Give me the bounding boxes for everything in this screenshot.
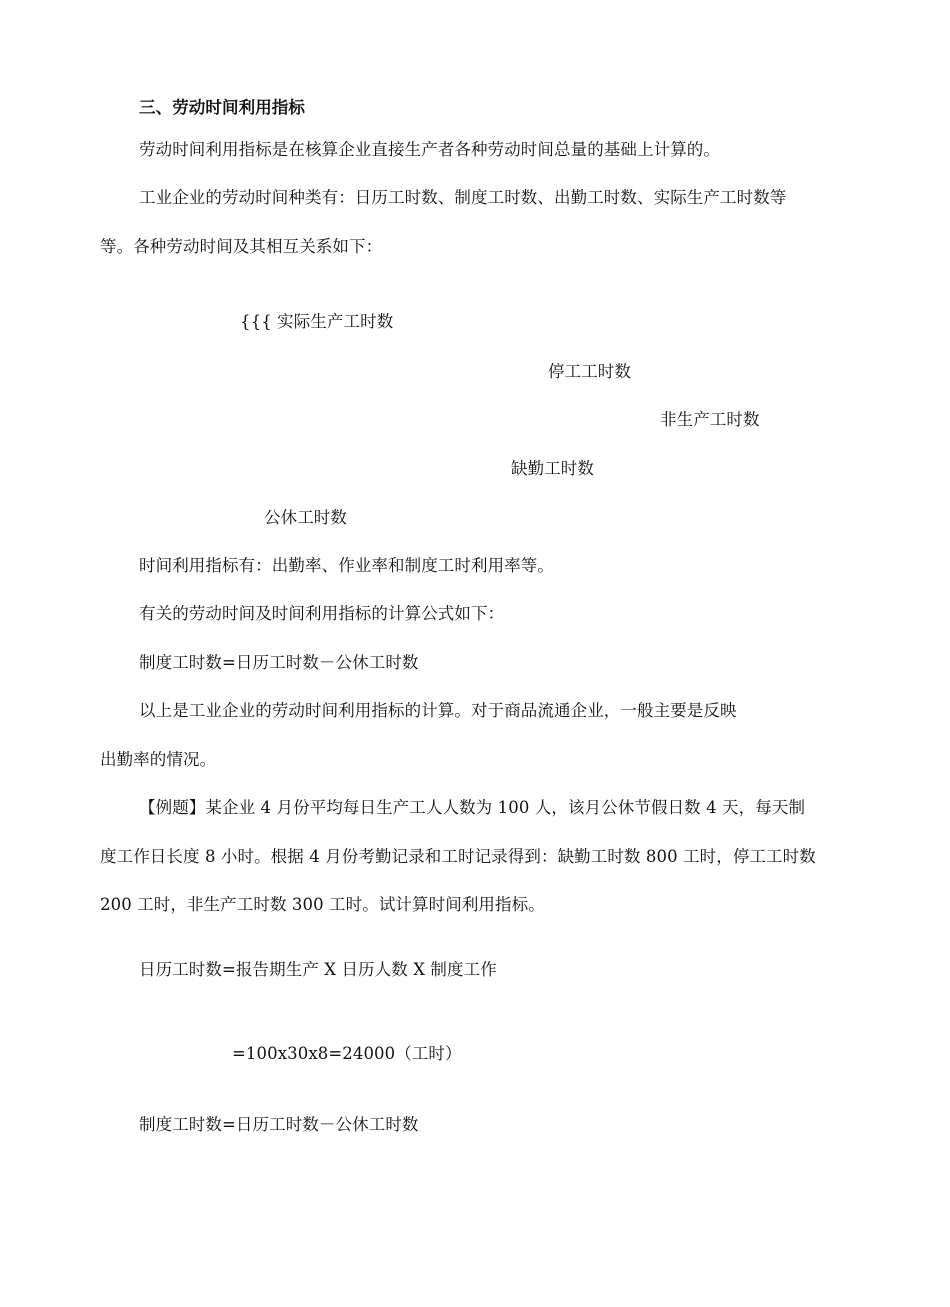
intro-paragraph: 劳动时间利用指标是在核算企业直接生产者各种劳动时间总量的基础上计算的。 (139, 140, 720, 159)
section-heading: 三、劳动时间利用指标 (139, 98, 305, 117)
diagram-non-production-hours: 非生产工时数 (660, 410, 760, 429)
example-line-3: 200 工时，非生产工时数 300 工时。试计算时间利用指标。 (100, 895, 545, 914)
formula-system-hours: 制度工时数=日历工时数－公休工时数 (139, 653, 419, 672)
calendar-hours-result: =100x30x8=24000（工时） (232, 1044, 462, 1063)
types-line-1: 工业企业的劳动时间种类有：日历工时数、制度工时数、出勤工时数、实际生产工时数等 (139, 188, 787, 207)
calendar-hours-formula: 日历工时数=报告期生产 X 日历人数 X 制度工作 (139, 960, 497, 979)
commerce-line-2: 出勤率的情况。 (100, 750, 217, 769)
indicators-line: 时间利用指标有：出勤率、作业率和制度工时利用率等。 (139, 556, 554, 575)
example-line-1: 【例题】某企业 4 月份平均每日生产工人人数为 100 人，该月公休节假日数 4 天，每天制 (139, 798, 806, 817)
types-line-2: 等。各种劳动时间及其相互关系如下： (100, 237, 383, 256)
commerce-line-1: 以上是工业企业的劳动时间利用指标的计算。对于商品流通企业，一般主要是反映 (139, 701, 737, 720)
formulas-intro: 有关的劳动时间及时间利用指标的计算公式如下： (139, 604, 505, 623)
example-line-2: 度工作日长度 8 小时。根据 4 月份考勤记录和工时记录得到：缺勤工时数 800 工时，停工工时数 (100, 847, 816, 866)
formula-system-hours-repeat: 制度工时数=日历工时数－公休工时数 (139, 1115, 419, 1134)
diagram-absence-hours: 缺勤工时数 (511, 459, 594, 478)
diagram-actual-production-hours: {{{ 实际生产工时数 (240, 312, 394, 331)
diagram-downtime-hours: 停工工时数 (548, 362, 631, 381)
diagram-public-holiday-hours: 公休工时数 (264, 508, 347, 527)
